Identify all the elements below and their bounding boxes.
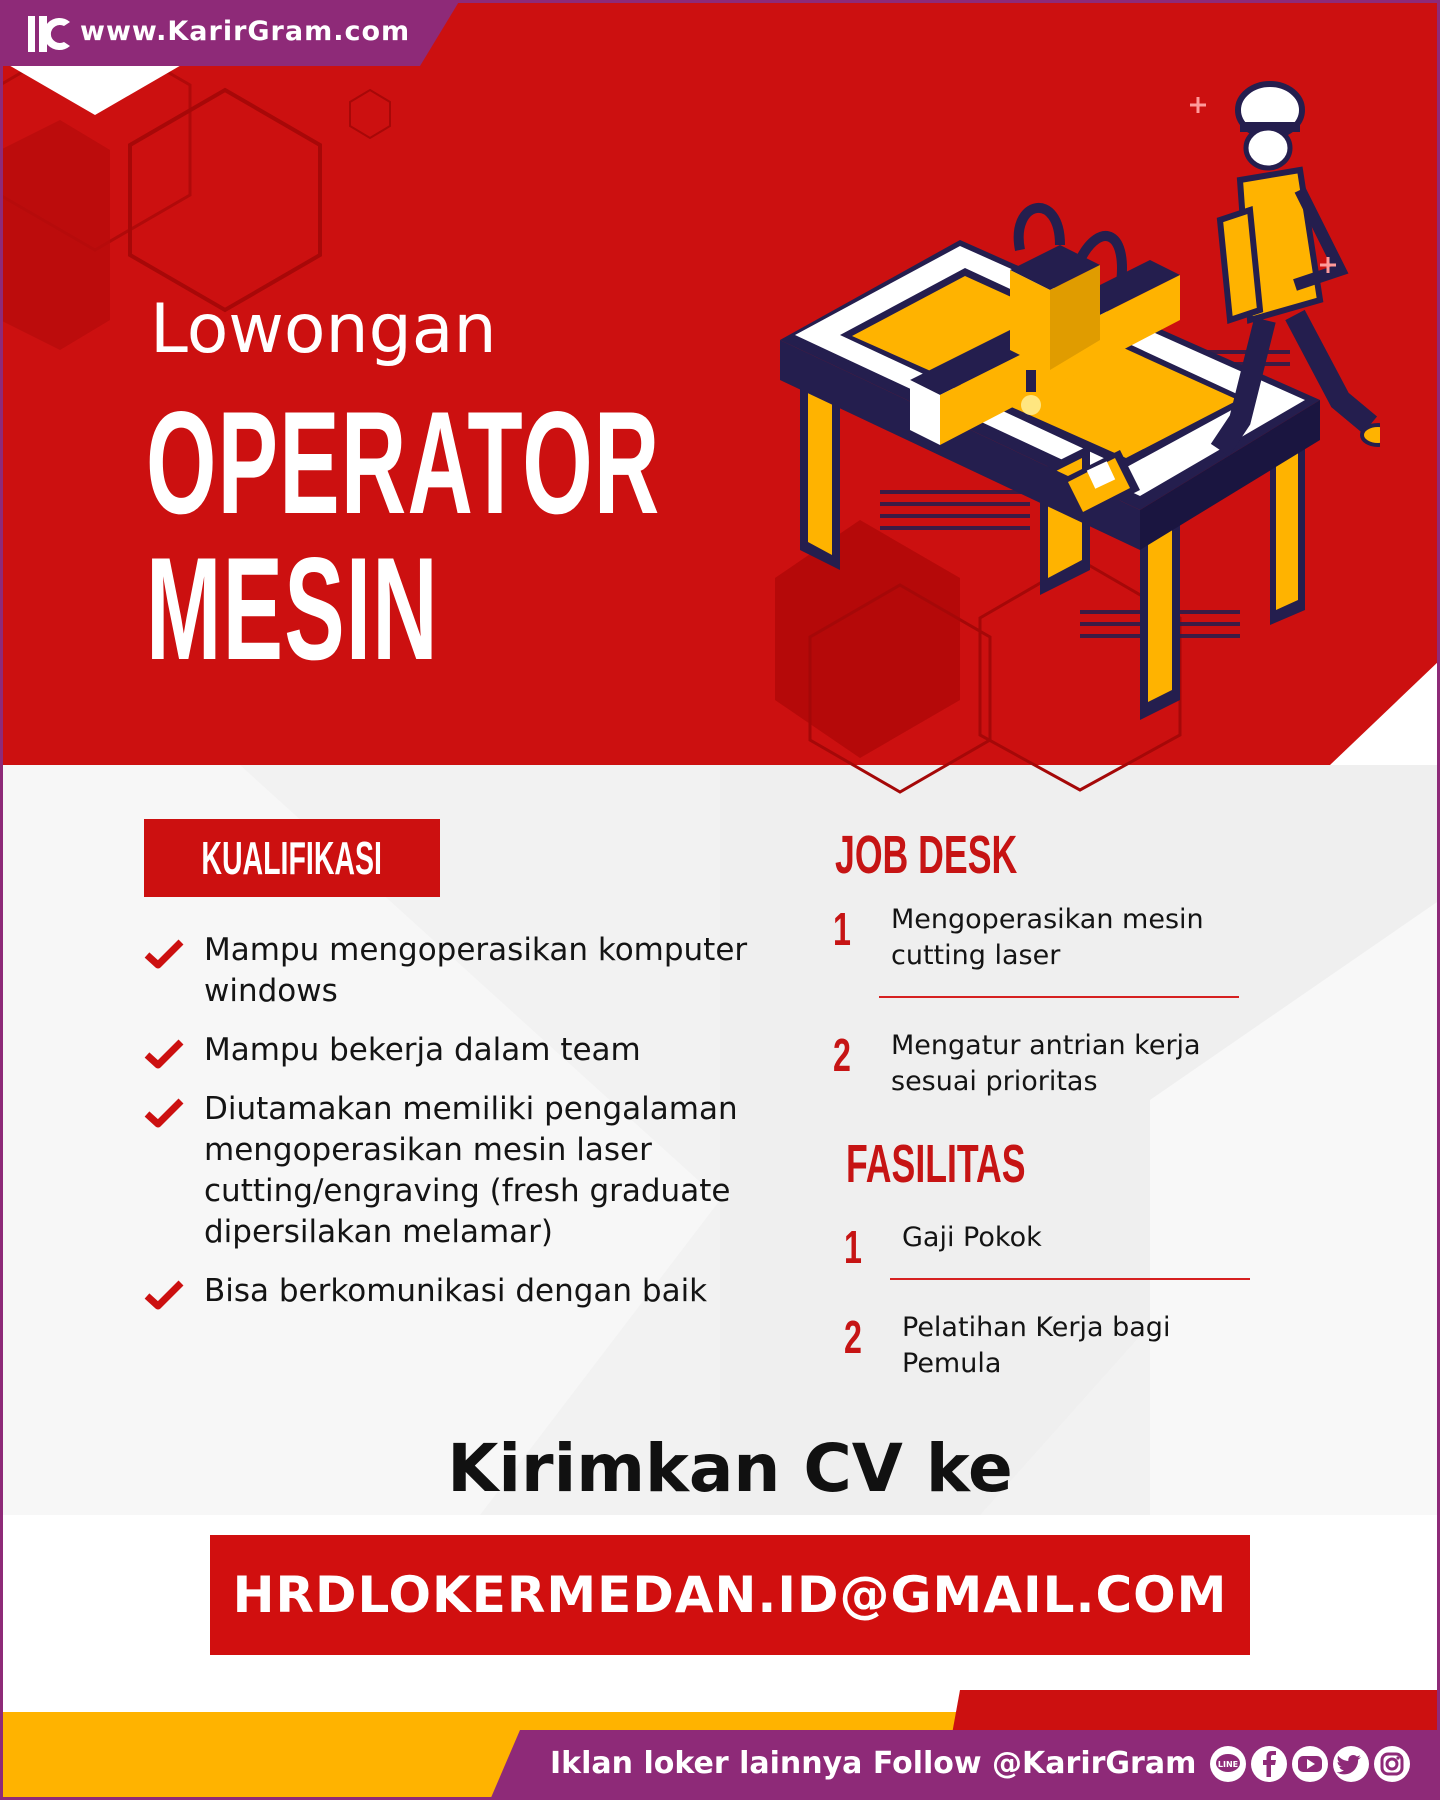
job-desk-list	[833, 902, 1233, 1100]
hero-title-line1: OPERATOR	[146, 381, 661, 544]
job-desk-text: Mengoperasikan mesin cutting laser	[891, 904, 1204, 971]
facility-text: Gaji Pokok	[902, 1222, 1042, 1253]
job-desk-number: 1	[833, 903, 851, 955]
checkmark-icon	[144, 1038, 184, 1070]
svg-text:LINE: LINE	[1217, 1760, 1239, 1769]
hero-title	[146, 381, 661, 690]
facebook-icon[interactable]	[1249, 1744, 1289, 1784]
brand-url[interactable]: www.KarirGram.com	[80, 16, 411, 47]
facility-number: 2	[844, 1311, 862, 1363]
job-desk-text: Mengatur antrian kerja sesuai prioritas	[891, 1030, 1201, 1097]
qualification-item	[140, 1271, 760, 1312]
facilities-list	[844, 1220, 1244, 1382]
checkmark-icon	[144, 938, 184, 970]
qualification-text: Diutamakan memiliki pengalaman mengoperasikan mesin laser cutting/engraving (fresh graduate dipersilakan melamar)	[204, 1091, 738, 1250]
cta-heading: Kirimkan CV ke	[447, 1430, 1013, 1507]
cta-email-box[interactable]	[210, 1535, 1250, 1655]
qualification-item	[140, 930, 760, 1012]
hero-kicker: Lowongan	[150, 290, 497, 369]
facility-number: 1	[844, 1221, 862, 1273]
job-desk-divider	[879, 996, 1239, 998]
facility-item	[844, 1310, 1244, 1382]
facility-text: Pelatihan Kerja bagi Pemula	[902, 1312, 1171, 1379]
job-desk-number: 2	[833, 1029, 851, 1081]
cta-email[interactable]: HRDLOKERMEDAN.ID@GMAIL.COM	[232, 1566, 1228, 1624]
qualification-text: Bisa berkomunikasi dengan baik	[204, 1273, 708, 1309]
checkmark-icon	[144, 1097, 184, 1129]
twitter-icon[interactable]	[1331, 1744, 1371, 1784]
qualification-item	[140, 1030, 760, 1071]
qualification-item	[140, 1089, 760, 1253]
job-desk-item	[833, 902, 1233, 974]
karirgram-logo-icon	[26, 12, 74, 56]
facilities-heading: FASILITAS	[846, 1134, 1026, 1194]
hero-title-line2: MESIN	[146, 527, 439, 690]
qualifications-heading-tag	[144, 819, 440, 897]
footer-follow-text: Iklan loker lainnya Follow @KarirGram	[550, 1746, 1197, 1781]
laser-machine-illustration	[760, 50, 1380, 750]
line-icon[interactable]	[1208, 1744, 1248, 1784]
qualification-text: Mampu bekerja dalam team	[204, 1032, 641, 1068]
youtube-icon[interactable]	[1290, 1744, 1330, 1784]
job-desk-item	[833, 1028, 1233, 1100]
facility-item	[844, 1220, 1244, 1273]
qualifications-list	[140, 930, 760, 1330]
qualification-text: Mampu mengoperasikan komputer windows	[204, 932, 748, 1009]
facility-divider	[890, 1278, 1250, 1280]
qualifications-heading: KUALIFIKASI	[201, 832, 383, 884]
job-desk-heading: JOB DESK	[835, 825, 1018, 885]
instagram-icon[interactable]	[1372, 1744, 1412, 1784]
checkmark-icon	[144, 1279, 184, 1311]
